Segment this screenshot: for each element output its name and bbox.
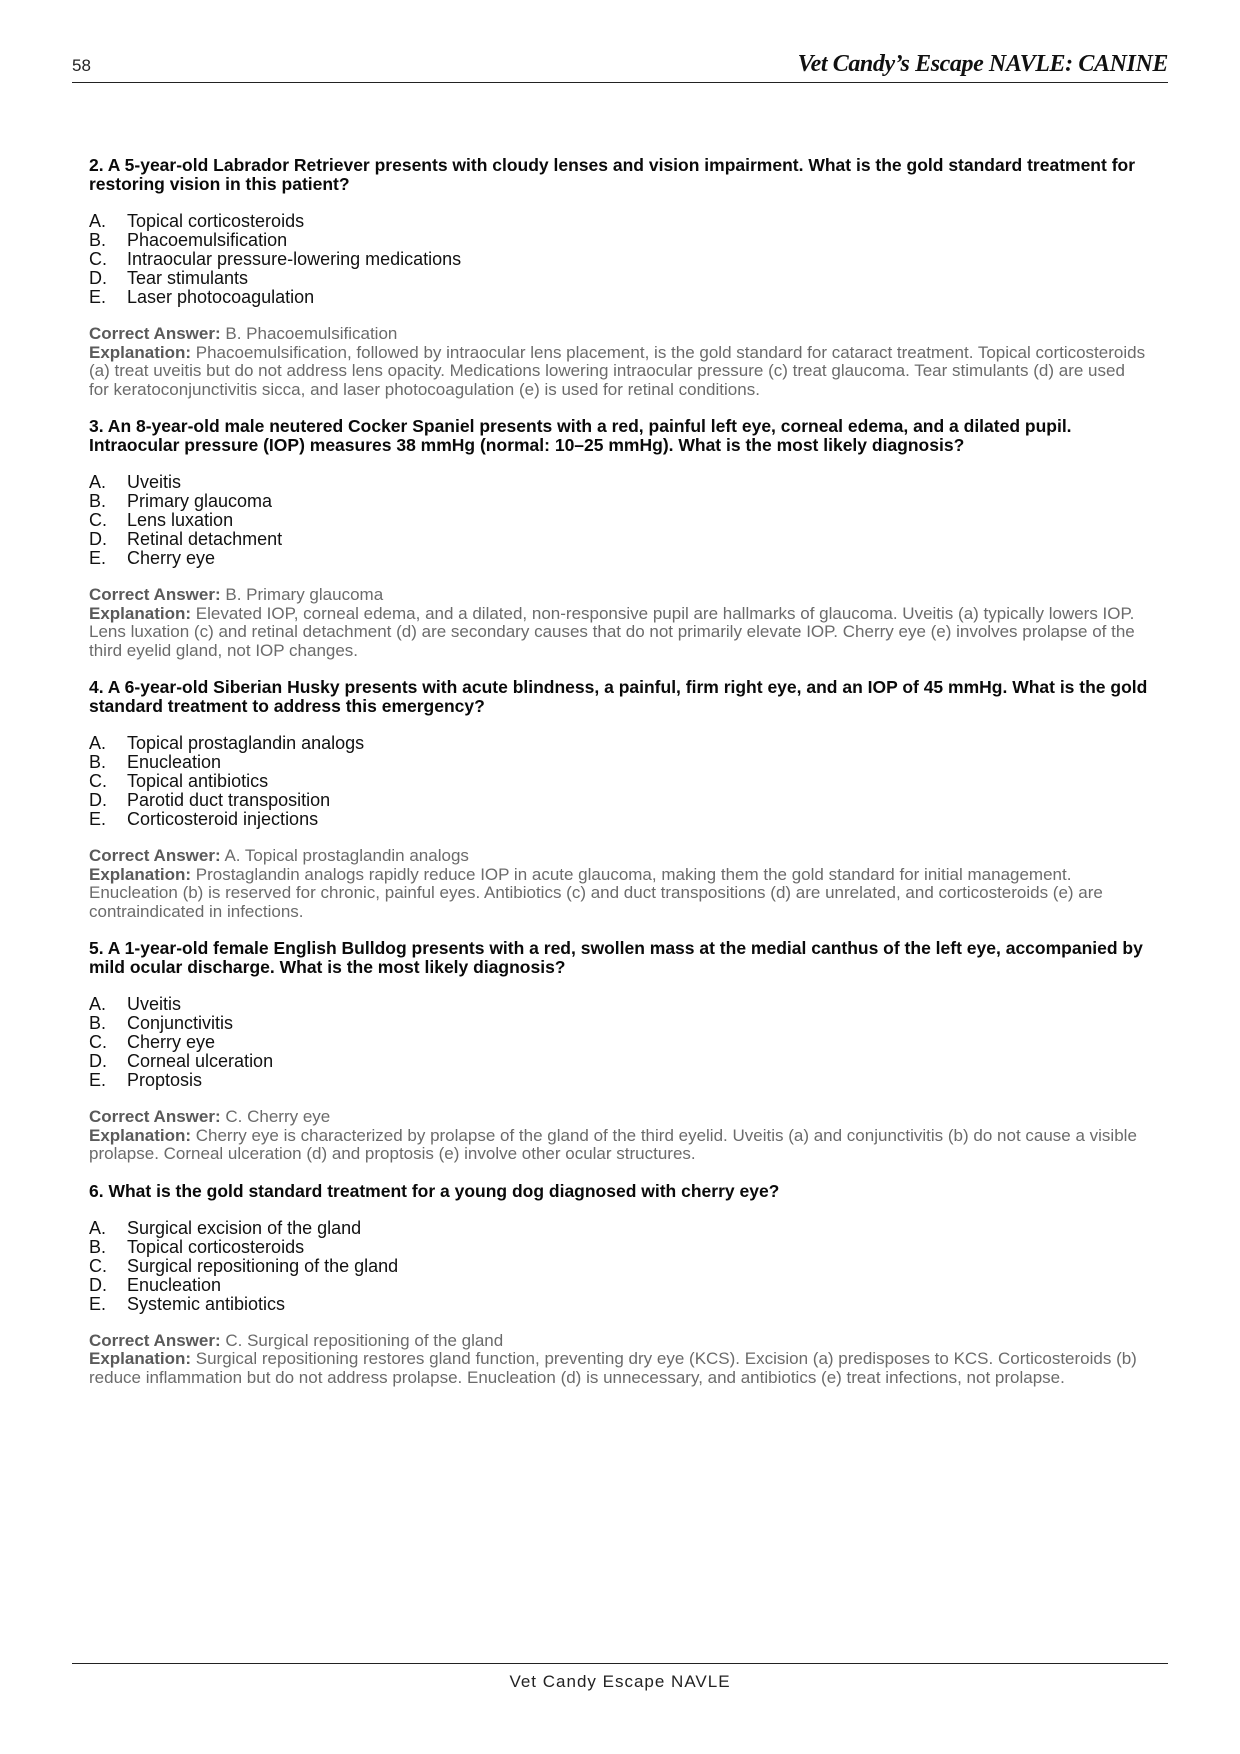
page-footer [72,1663,1168,1691]
option-b: B. Enucleation [89,752,222,772]
question-3 [89,417,1148,660]
question-4 [89,678,1148,921]
option-d: D. Parotid duct transposition [89,790,331,810]
option-c: C. Lens luxation [89,510,234,530]
correct-answer: Correct Answer: C. Surgical repositioning of the gland [89,1330,504,1350]
option-c: C. Surgical repositioning of the gland [89,1255,399,1276]
option-e: E. Systemic antibiotics [89,1293,286,1314]
explanation: Explanation: Prostaglandin analogs rapidly reduce IOP in acute glaucoma, making them the gold standard for initial management. Enucleation (b) is reserved for chronic, painful eyes. Antibiotics (c) and duct transpositions (d) are unrelated, and corticosteroids (e) are contraindicated in infections. [89,864,1103,921]
question-stem: 6. What is the gold standard treatment for a young dog diagnosed with cherry eye? [89,1180,780,1201]
option-c: C. Cherry eye [89,1032,216,1052]
correct-answer: Correct Answer: B. Primary glaucoma [89,585,384,604]
question-6 [89,1182,1148,1388]
option-a: A. Uveitis [89,994,182,1014]
option-d: D. Corneal ulceration [89,1051,274,1071]
book-title: Vet Candy’s Escape NAVLE: CANINE [797,51,1168,77]
explanation: Explanation: Surgical repositioning restores gland function, preventing dry eye (KCS). Excision (a) predisposes to KCS. Corticosteroids (b) reduce inflammation but do not address prolapse. Enucleation (d) is unnecessary, and antibiotics (e) treat infections, not prolapse. [89,1349,1137,1387]
option-b: B. Primary glaucoma [89,491,273,511]
option-c: C. Intraocular pressure-lowering medications [89,249,462,269]
answer-block [89,847,1148,921]
footer-text: Vet Candy Escape NAVLE [509,1672,731,1691]
answer-options [89,1219,1148,1314]
option-c: C. Topical antibiotics [89,771,269,791]
option-a: A. Topical corticosteroids [89,211,305,231]
answer-block [89,586,1148,660]
option-d: D. Retinal detachment [89,529,283,549]
question-stem: 3. An 8-year-old male neutered Cocker Spaniel presents with a red, painful left eye, corneal edema, and a dilated pupil. Intraocular pressure (IOP) measures 38 mmHg (normal: 10–25 mmHg). What is the most likely diagnosis? [89,416,1072,455]
option-a: A. Topical prostaglandin analogs [89,733,365,753]
correct-answer: Correct Answer: B. Phacoemulsification [89,324,398,343]
explanation: Explanation: Elevated IOP, corneal edema, and a dilated, non-responsive pupil are hallmarks of glaucoma. Uveitis (a) typically lowers IOP. Lens luxation (c) and retinal detachment (d) are secondary causes that do not primarily elevate IOP. Cherry eye (e) involves prolapse of the third eyelid gland, not IOP changes. [89,603,1135,660]
page-header [72,48,1168,83]
explanation: Explanation: Cherry eye is characterized by prolapse of the gland of the third eyelid. Uveitis (a) and conjunctivitis (b) do not cause a visible prolapse. Corneal ulceration (d) and proptosis (e) involve other ocular structures. [89,1125,1137,1163]
question-stem: 2. A 5-year-old Labrador Retriever presents with cloudy lenses and vision impairment. What is the gold standard treatment for restoring vision in this patient? [89,155,1136,194]
option-e: E. Laser photocoagulation [89,287,315,307]
page-number: 58 [72,56,91,75]
correct-answer: Correct Answer: A. Topical prostaglandin analogs [89,846,469,865]
answer-options [89,473,1148,568]
option-d: D. Enucleation [89,1274,222,1295]
answer-block [89,1332,1148,1388]
correct-answer: Correct Answer: C. Cherry eye [89,1107,331,1126]
answer-options [89,734,1148,829]
option-b: B. Phacoemulsification [89,230,288,250]
answer-options [89,212,1148,307]
option-e: E. Proptosis [89,1070,203,1090]
option-a: A. Surgical excision of the gland [89,1217,362,1238]
question-stem: 5. A 1-year-old female English Bulldog presents with a red, swollen mass at the medial canthus of the left eye, accompanied by mild ocular discharge. What is the most likely diagnosis? [89,938,1143,977]
option-b: B. Topical corticosteroids [89,1236,305,1257]
option-d: D. Tear stimulants [89,268,249,288]
option-e: E. Corticosteroid injections [89,809,319,829]
question-list [89,156,1148,1405]
answer-block [89,325,1148,399]
option-e: E. Cherry eye [89,548,216,568]
answer-options [89,995,1148,1090]
question-2 [89,156,1148,399]
option-b: B. Conjunctivitis [89,1013,234,1033]
question-stem: 4. A 6-year-old Siberian Husky presents with acute blindness, a painful, firm right eye, and an IOP of 45 mmHg. What is the gold standard treatment to address this emergency? [89,677,1148,716]
answer-block [89,1108,1148,1164]
question-5 [89,939,1148,1164]
option-a: A. Uveitis [89,472,182,492]
explanation: Explanation: Phacoemulsification, followed by intraocular lens placement, is the gold standard for cataract treatment. Topical corticosteroids (a) treat uveitis but do not address lens opacity. Medications lowering intraocular pressure (c) treat glaucoma. Tear stimulants (d) are used for keratoconjunctivitis sicca, and laser photocoagulation (e) is used for retinal conditions. [89,342,1146,399]
